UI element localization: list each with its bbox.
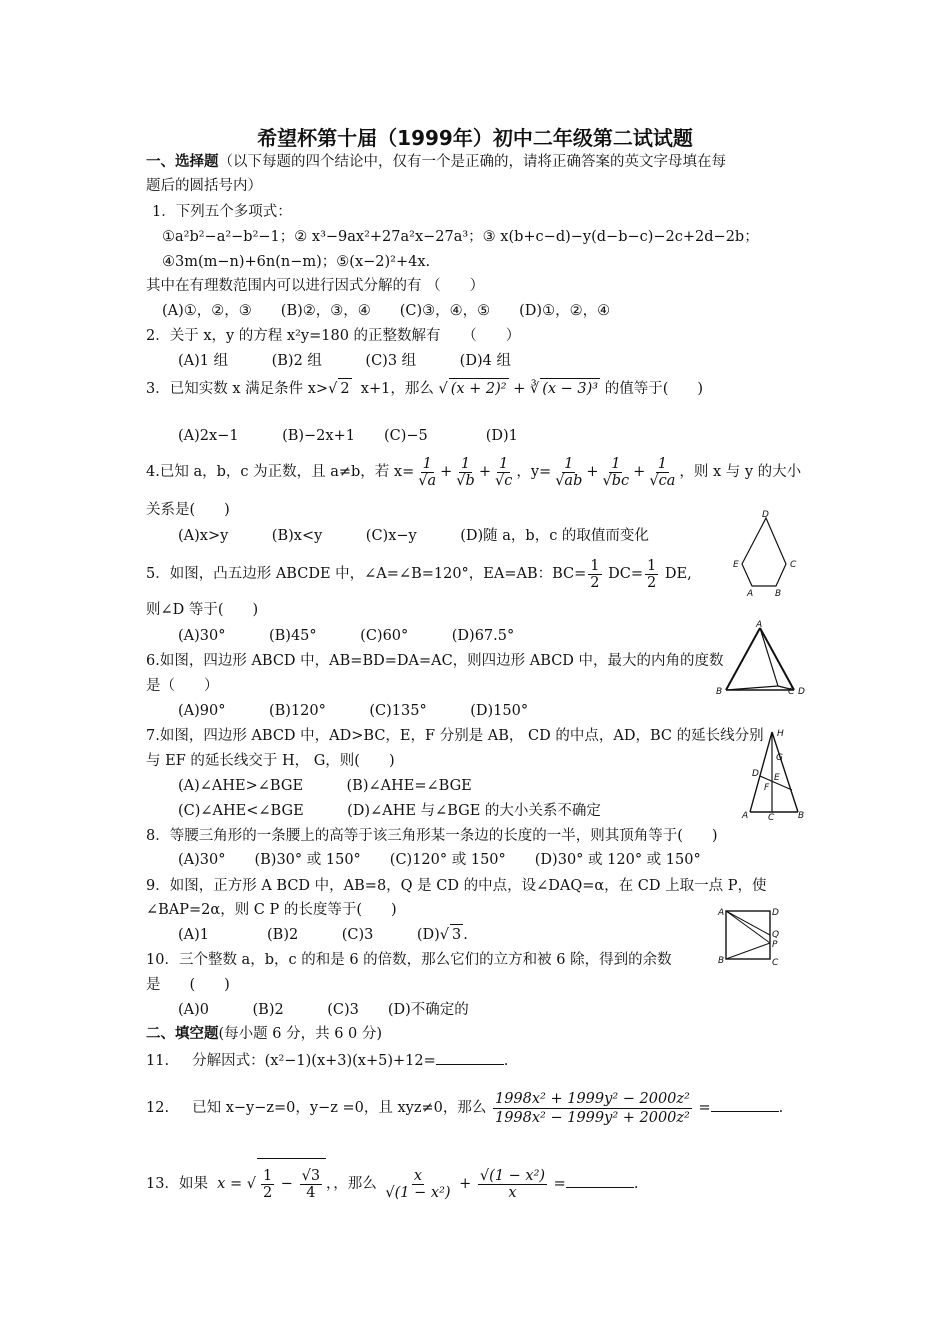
label-B: B	[716, 687, 723, 697]
label-C: C	[790, 560, 797, 570]
q12: 12. 已知 x−y−z=0，y−z =0，且 xyz≠0，那么 $\frac{\text{1998x² + 1999y² − 2000z²}}{\text{1998x² − 1999y² + 2000z²}}$ = .	[146, 1090, 784, 1126]
q8-line1: 8．等腰三角形的一条腰上的高等于该三角形某一条边的长度的一半，则其顶角等于( )	[146, 828, 718, 844]
q6-line1: 6.如图，四边形 ABCD 中，AB=BD=DA=AC，则四边形 ABCD 中，最大的内角的度数	[146, 653, 724, 669]
label-G: G	[776, 753, 783, 763]
q6-line2: 是（ ）	[146, 678, 219, 694]
line-AP	[726, 911, 770, 943]
q9-options: (A)1 (B)2 (C)3 (D)√ 3 .	[178, 924, 468, 945]
q12-answer-blank[interactable]	[711, 1097, 779, 1112]
q13-answer-blank[interactable]	[566, 1173, 634, 1188]
q8-options: (A)30° (B)30° 或 150° (C)120° 或 150° (D)30° 或 120° 或 150°	[178, 852, 701, 868]
square-figure	[716, 905, 782, 967]
q7-line1: 7.如图，四边形 ABCD 中，AD>BC，E，F 分别是 AB， CD 的中点，AD，BC 的延长线分别	[146, 728, 764, 744]
q1-question: 其中在有理数范围内可以进行因式分解的有 （ ）	[146, 278, 485, 294]
label-Q: Q	[772, 930, 780, 940]
q9-line1: 9．如图，正方形 A BCD 中，AB=8，Q 是 CD 的中点，设∠DAQ=α，在 CD 上取一点 P，使	[146, 878, 767, 894]
line-AQ	[726, 911, 770, 935]
q1-stem: 1．下列五个多项式：	[152, 204, 292, 220]
label-B: B	[775, 589, 782, 599]
label-F: F	[764, 783, 770, 793]
sqrt2: √ 2	[328, 381, 351, 397]
label-C: C	[788, 687, 795, 697]
label-H: H	[777, 729, 784, 739]
q5-options: (A)30° (B)45° (C)60° (D)67.5°	[178, 628, 515, 644]
square-ABCD	[726, 911, 770, 959]
q5-line2: 则∠D 等于( )	[146, 602, 259, 618]
label-D: D	[772, 908, 779, 918]
q1-poly-line1: ①a²b²−a²−b²−1；② x³−9ax²+27a²x−27a³；③ x(b+c−d)−y(d−b−c)−2c+2d−2b；	[162, 229, 759, 245]
label-D: D	[762, 510, 769, 520]
label-P: P	[772, 940, 778, 950]
label-A: A	[742, 811, 749, 821]
label-C: C	[772, 958, 779, 968]
pentagon-shape	[742, 518, 786, 586]
edge-AD	[760, 628, 794, 690]
q13: 13．如果 x = √ $\frac{1}{2}$ − $\frac{√3}{4}$ ，，那么 $\frac{x}{\text{√(1 − x²)}}$ + $\frac{\text{√(1 − x²)}}{x}$ = .	[146, 1158, 638, 1207]
section2-header: 二、填空题(每小题 6 分，共 6 0 分)	[146, 1025, 383, 1042]
q3-radical-expr: √ (x + 2)² + ∛ (x − 3)³	[438, 381, 600, 397]
q3-stem: 3．已知实数 x 满足条件 x>√ 2 x+1，那么 √ (x + 2)² + ∛ (x − 3)³ 的值等于( )	[146, 378, 703, 399]
pentagon-figure	[730, 510, 810, 599]
q3-options: (A)2x−1 (B)−2x+1 (C)−5 (D)1	[178, 428, 518, 444]
page-title: 希望杯第十届（1999年）初中二年级第二试试题	[257, 126, 693, 150]
label-A: A	[756, 620, 763, 630]
q4-line2: 关系是( )	[146, 502, 230, 518]
q11: 11. 分解因式：(x²−1)(x+3)(x+5)+12= .	[146, 1050, 508, 1071]
label-B: B	[718, 956, 725, 966]
q10-line1: 10．三个整数 a，b，c 的和是 6 的倍数，那么它们的立方和被 6 除，得到的余数	[146, 952, 672, 968]
q9-line2: ∠BAP=2α，则 C P 的长度等于( )	[146, 902, 397, 918]
quad-abcd-figure	[712, 620, 812, 702]
line-BH	[772, 732, 798, 812]
q5-stem: 5．如图，凸五边形 ABCDE 中，∠A=∠B=120°，EA=AB：BC= $\frac{1}{2}$ DC= $\frac{1}{2}$ DE,	[146, 557, 692, 591]
q10-options: (A)0 (B)2 (C)3 (D)不确定的	[178, 1002, 469, 1018]
label-B: B	[798, 811, 805, 821]
midpoint-figure	[742, 722, 812, 823]
q7-options2: (C)∠AHE<∠BGE (D)∠AHE 与∠BGE 的大小关系不确定	[178, 803, 601, 819]
q2-stem: 2．关于 x，y 的方程 x²y=180 的正整数解有 （ ）	[146, 328, 521, 344]
q6-options: (A)90° (B)120° (C)135° (D)150°	[178, 703, 529, 719]
label-E: E	[733, 560, 739, 570]
q4-stem: 4.已知 a，b，c 为正数，且 a≠b，若 x= $\frac{1}{√a}$ + $\frac{1}{√b}$ + $\frac{1}{√c}$ ，y= $\frac{1}{√ab}$ + $\frac{1}{√bc}$ + $\frac{1}{√ca}$ ，则 x 与 y 的大小	[146, 455, 802, 489]
section1-intro: 题后的圆括号内）	[146, 178, 262, 194]
label-A: A	[718, 908, 725, 918]
section1-header: 一、选择题（以下每题的四个结论中，仅有一个是正确的，请将正确答案的英文字母填在每	[146, 153, 726, 170]
q2-options: (A)1 组 (B)2 组 (C)3 组 (D)4 组	[178, 353, 511, 369]
label-E: E	[774, 773, 780, 783]
q11-answer-blank[interactable]	[436, 1050, 504, 1065]
q7-line2: 与 EF 的延长线交于 H， G，则( )	[146, 753, 395, 769]
label-D: D	[798, 687, 805, 697]
q4-options: (A)x>y (B)x<y (C)x−y (D)随 a，b，c 的取值而变化	[178, 528, 649, 544]
q1-poly-line2: ④3m(m−n)+6n(n−m)；⑤(x−2)²+4x.	[162, 254, 431, 270]
q7-options1: (A)∠AHE>∠BGE (B)∠AHE=∠BGE	[178, 778, 472, 794]
q1-options: (A)①，②，③ (B)②，③，④ (C)③，④，⑤ (D)①，②，④	[162, 303, 611, 319]
line-BP	[726, 943, 770, 959]
label-C: C	[768, 813, 775, 823]
label-D: D	[752, 769, 759, 779]
q10-line2: 是 ( )	[146, 977, 230, 993]
label-A: A	[747, 589, 754, 599]
edge-AB	[726, 628, 760, 690]
